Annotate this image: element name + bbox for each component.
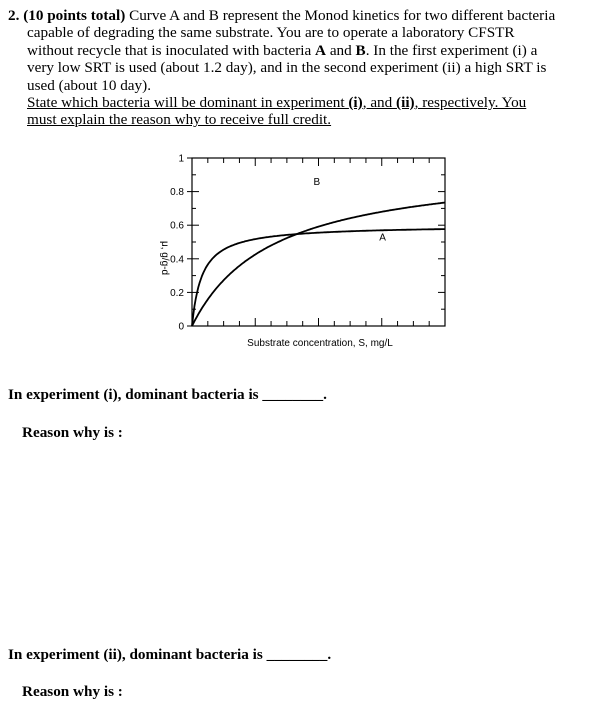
question-text: capable of degrading the same substrate. You are to operate a laboratory CFSTR bbox=[27, 24, 515, 42]
instruction-exp-i: (i) bbox=[348, 94, 363, 112]
y-tick-labels bbox=[170, 154, 184, 333]
experiment-1-blank[interactable]: ________ bbox=[262, 386, 324, 403]
y-axis-label: μ, g/g-d bbox=[159, 240, 170, 276]
question-text: very low SRT is used (about 1.2 day), and in the second experiment (ii) a high SRT is bbox=[27, 59, 547, 77]
question-text: Curve A and B represent the Monod kinetics for two different bacteria bbox=[129, 7, 556, 24]
curves bbox=[192, 203, 445, 327]
y-tick-label: 0.2 bbox=[170, 287, 184, 299]
bacteria-a-label: A bbox=[315, 41, 327, 59]
y-tick-label: 0.6 bbox=[170, 220, 184, 232]
question-number: 2. bbox=[8, 7, 20, 24]
reason-1-label: Reason why is : bbox=[22, 424, 123, 441]
instruction-exp-ii: (ii) bbox=[396, 94, 415, 112]
monod-chart bbox=[140, 150, 460, 360]
reason-2-label: Reason why is : bbox=[22, 683, 123, 700]
question-points: (10 points total) bbox=[23, 7, 126, 24]
instruction-text: must explain the reason why to receive full credit. bbox=[27, 111, 332, 129]
experiment-1-answer bbox=[8, 386, 327, 404]
experiment-1-label: In experiment (i), dominant bacteria is bbox=[8, 386, 263, 403]
experiment-2-label: In experiment (ii), dominant bacteria is bbox=[8, 646, 267, 663]
instruction-part: , and bbox=[362, 94, 397, 112]
instruction-text bbox=[8, 94, 598, 111]
bacteria-b-label: B bbox=[355, 41, 366, 59]
question-text-part: and bbox=[326, 41, 356, 59]
y-tick-label: 0 bbox=[178, 321, 184, 333]
curve-label-a: A bbox=[379, 232, 386, 244]
question-text bbox=[8, 42, 598, 59]
question-text-part: . In the first experiment (i) a bbox=[365, 41, 538, 59]
question-text-part: without recycle that is inoculated with bacteria bbox=[27, 41, 316, 59]
experiment-2-blank[interactable]: ________ bbox=[266, 646, 328, 663]
y-tick-label: 1 bbox=[178, 153, 184, 165]
question-block bbox=[8, 7, 598, 129]
monod-chart-svg bbox=[140, 150, 460, 360]
curve-b bbox=[192, 203, 445, 327]
curve-a bbox=[192, 229, 445, 326]
period: . bbox=[327, 646, 332, 663]
instruction-part: State which bacteria will be dominant in experiment bbox=[27, 94, 349, 112]
curve-label-b: B bbox=[313, 176, 321, 188]
period: . bbox=[323, 386, 327, 403]
experiment-2-answer bbox=[8, 646, 331, 664]
question-line bbox=[8, 7, 598, 24]
y-tick-label: 0.4 bbox=[170, 254, 184, 266]
instruction-part: , respectively. You bbox=[414, 94, 527, 112]
question-text: used (about 10 day). bbox=[27, 76, 151, 94]
x-axis-label: Substrate concentration, S, mg/L bbox=[247, 338, 393, 349]
y-tick-label: 0.8 bbox=[170, 187, 184, 199]
